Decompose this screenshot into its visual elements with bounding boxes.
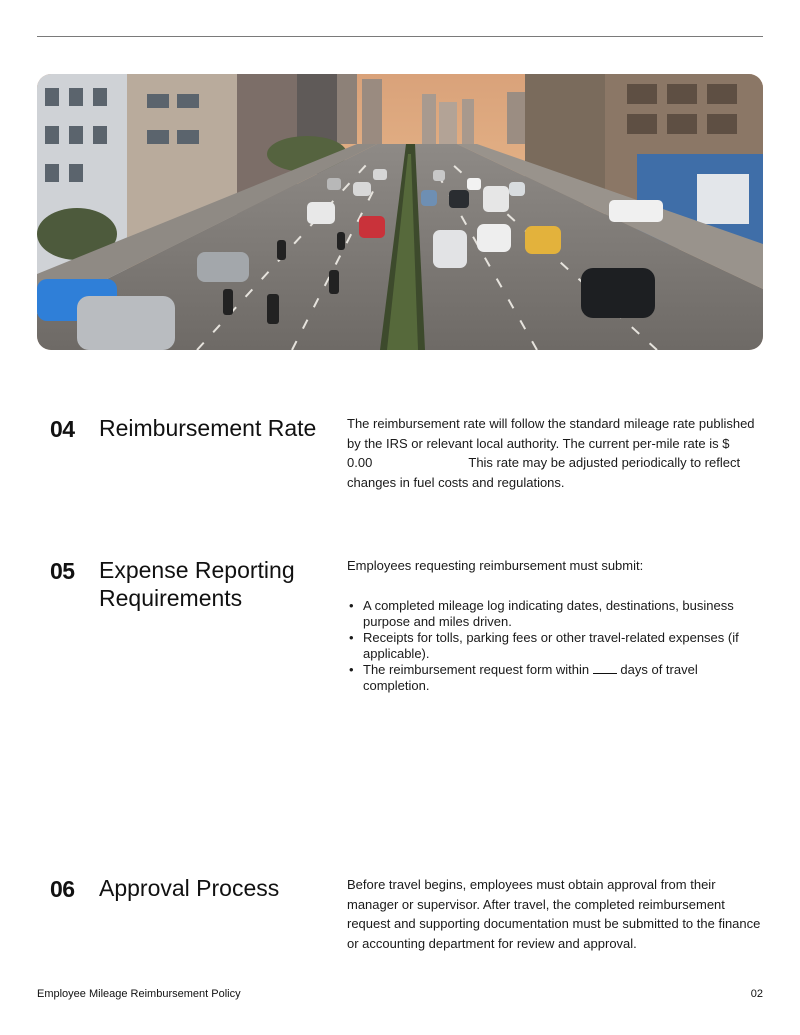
list-item: • A completed mileage log indicating dates, destinations, business purpose and miles driven. (363, 598, 762, 630)
section-number: 05 (50, 558, 75, 584)
section-number: 04 (50, 416, 75, 442)
section-title: Approval Process (99, 875, 280, 901)
header-divider (37, 36, 763, 37)
section-intro: Employees requesting reimbursement must submit: (347, 558, 644, 573)
days-blank (593, 663, 617, 674)
list-item: • Receipts for tolls, parking fees or other travel-related expenses (if applicable). (363, 630, 762, 662)
requirements-list (347, 598, 762, 694)
rate-text-after: This rate may be adjusted periodically to reflect changes in fuel costs and regulations. (347, 455, 741, 490)
rate-value: 0.00 (347, 455, 373, 471)
page-number: 02 (750, 988, 763, 1000)
city-traffic-photo (37, 74, 763, 350)
section-body: Before travel begins, employees must obtain approval from their manager or supervisor. After travel, the completed reimbursement request and supporting documentation must be submitted to the finance or accounting department for review and approval. (347, 877, 761, 951)
section-number: 06 (50, 876, 75, 902)
list-item (363, 662, 762, 694)
section-body (347, 414, 762, 492)
list-item-text-before: The reimbursement request form within (363, 661, 590, 677)
list-item-text-after: days of travel completion. (363, 661, 698, 693)
section-body (347, 556, 762, 694)
rate-text-before: The reimbursement rate will follow the standard mileage rate published by the IRS or relevant local authority. The current per-mile rate is $ (347, 416, 755, 451)
section-title: Reimbursement Rate (99, 415, 317, 441)
footer-title: Employee Mileage Reimbursement Policy (37, 988, 241, 1000)
section-title: Expense Reporting Requirements (99, 557, 295, 611)
